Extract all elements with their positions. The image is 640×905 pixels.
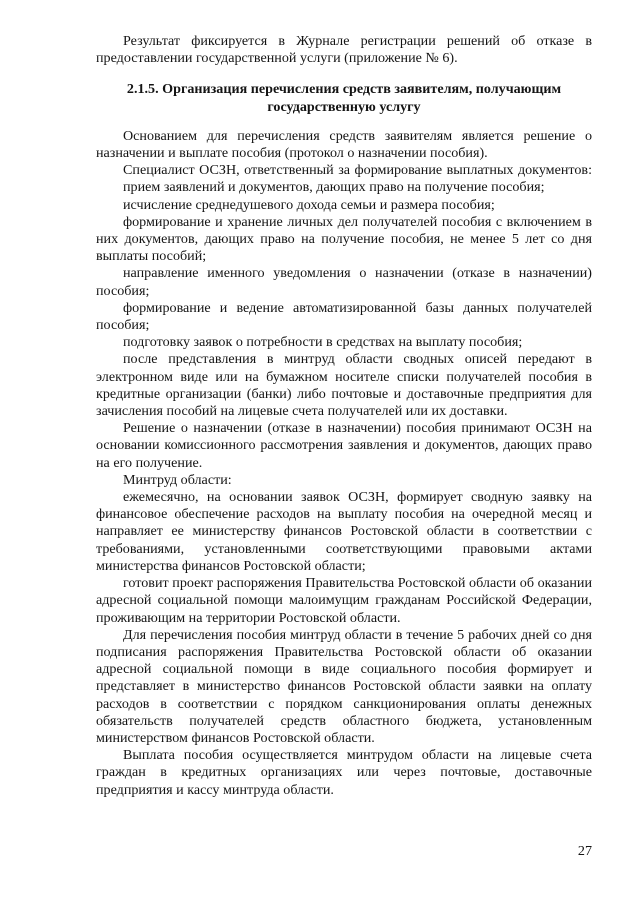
list-item: исчисление среднедушевого дохода семьи и размера пособия; bbox=[123, 196, 495, 213]
list-item: формирование и хранение личных дел получателей пособия с включением в них документов, дающих право на получение пособия, не менее 5 лет со дня выплаты пособий; bbox=[96, 213, 592, 265]
body-paragraph: Выплата пособия осуществляется минтрудом области на лицевые счета граждан в кредитных организациях или через почтовые, доставочные предприятия и кассу минтруда области. bbox=[96, 747, 592, 798]
section-heading: 2.1.5. Организация перечисления средств заявителям, получающим государственную услугу bbox=[126, 81, 562, 115]
body-paragraph: Основанием для перечисления средств заявителям является решение о назначении и выплате пособия (протокол о назначении пособия). bbox=[96, 127, 592, 162]
list-item: готовит проект распоряжения Правительства Ростовской области об оказании адресной социальной помощи малоимущим гражданам Российской Федерации, проживающим на территории Ростовской области. bbox=[96, 575, 592, 626]
page-number: 27 bbox=[577, 843, 592, 859]
list-item: ежемесячно, на основании заявок ОСЗН, формирует сводную заявку на финансовое обеспечение расходов на выплату пособия на очередной месяц и направляет ее министерству финансов Ростовской области в соответствии с требованиями, установленными соответствующими правовыми актами министерства финансов Ростовской области; bbox=[96, 489, 592, 574]
list-item: направление именного уведомления о назначении (отказе в назначении) пособия; bbox=[96, 265, 592, 299]
list-item: прием заявлений и документов, дающих право на получение пособия; bbox=[123, 179, 545, 196]
body-paragraph: Специалист ОСЗН, ответственный за формирование выплатных документов: bbox=[123, 162, 592, 179]
body-paragraph: Минтруд области: bbox=[123, 471, 232, 488]
list-item: после представления в минтруд области сводных описей передают в электронном виде или на бумажном носителе списки получателей пособия в кредитные организации (банки) либо почтовые и доставочные предприятия для зачисления пособий на лицевые счета получателей или их доставки. bbox=[96, 351, 592, 420]
body-paragraph: Решение о назначении (отказе в назначении) пособия принимают ОСЗН на основании комиссионного рассмотрения заявления и документов, дающих право на его получение. bbox=[96, 420, 592, 471]
body-paragraph: Для перечисления пособия минтруд области в течение 5 рабочих дней со дня подписания распоряжения Правительства Ростовской области об оказании адресной социальной помощи в виде социального пособия формирует и представляет в министерство финансов Ростовской области заявки на оплату расходов в соответствии с порядком санкционирования оплаты денежных обязательств получателей средств областного бюджета, установленным министерством финансов Ростовской области. bbox=[96, 626, 592, 746]
intro-paragraph: Результат фиксируется в Журнале регистрации решений об отказе в предоставлении государственной услуги (приложение № 6). bbox=[96, 33, 592, 67]
list-item: формирование и ведение автоматизированной базы данных получателей пособия; bbox=[96, 299, 592, 334]
list-item: подготовку заявок о потребности в средствах на выплату пособия; bbox=[123, 334, 523, 351]
